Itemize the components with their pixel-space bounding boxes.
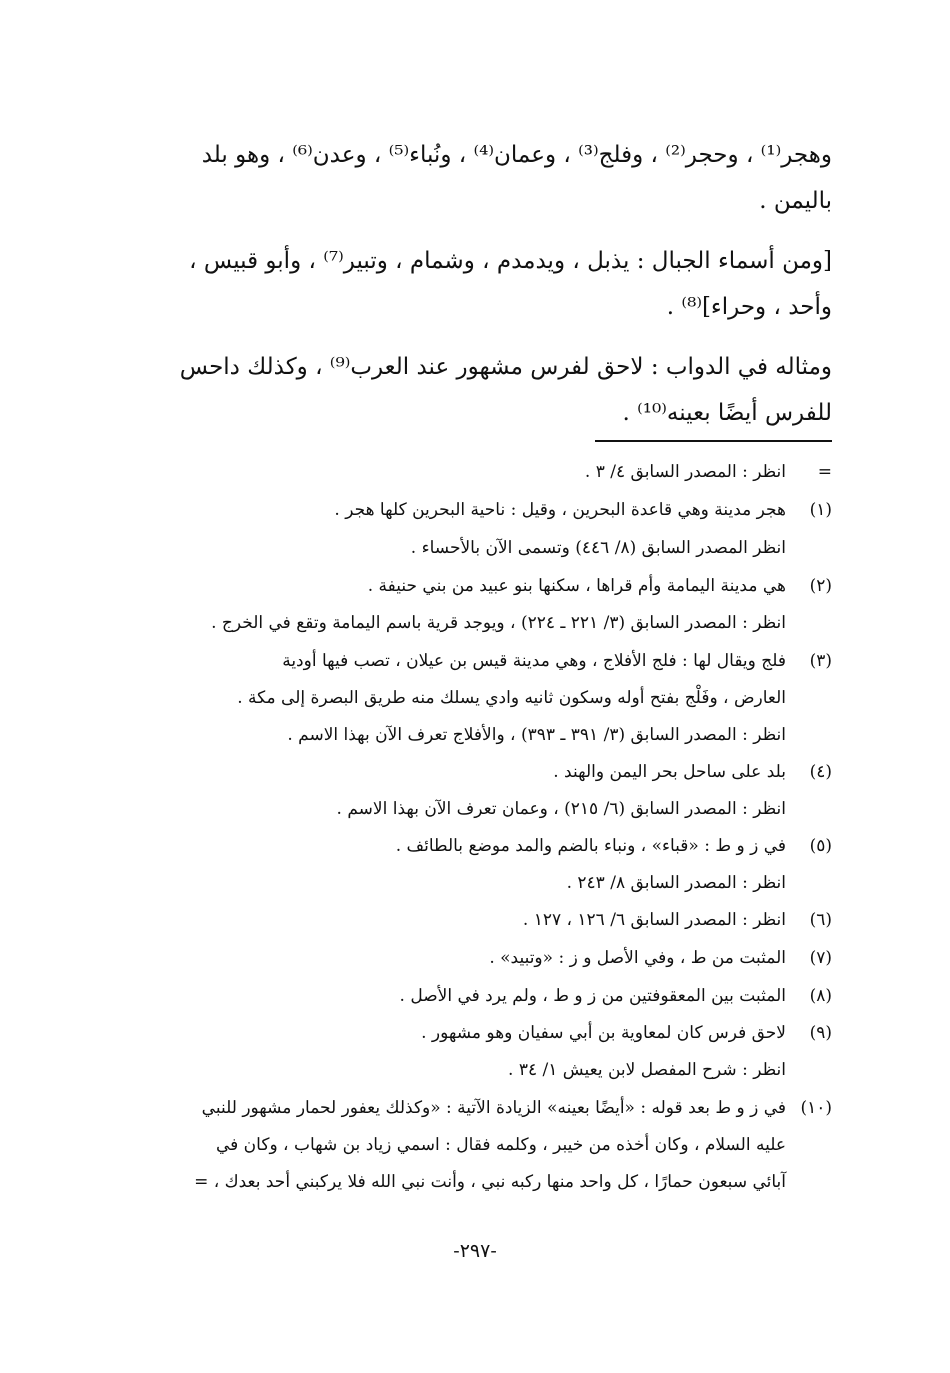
body-line-4: وأحد ، وحراء]⁽⁸⁾ . [666, 294, 832, 320]
footnote-text: فلج ويقال لها : فلج الأفلاج ، وهي مدينة قيس بن عيلان ، تصب فيها أودية [282, 651, 786, 671]
footnote-10-line-2: عليه السلام ، وكان أخذه من خيبر ، وكلمه فقال : اسمي زياد بن شهاب ، وكان في [215, 1135, 786, 1155]
footnote-10-line-3: آبائي سبعون حمارًا ، كل واحد منها ركبه نبي ، وأنت نبي الله فلا يركبني أحد بعدك ، = [194, 1172, 786, 1192]
footnote-text: المثبت بين المعقوفتين من ز و ط ، ولم يرد في الأصل . [399, 986, 786, 1006]
body-line-3: [ومن أسماء الجبال : يذبل ، ويدمدم ، وشمام ، وتبير⁽⁷⁾ ، وأبو قبيس ، [189, 248, 832, 274]
footnote-text: في ز و ط بعد قوله : «أيضًا بعينه» الزيادة الآتية : «وكذلك يعفور لحمار مشهور للنبي [201, 1098, 786, 1118]
footnote-text: لاحق فرس كان لمعاوية بن أبي سفيان وهو مشهور . [421, 1023, 786, 1043]
footnote-number: = [817, 462, 832, 482]
footnote-4-line-2: انظر : المصدر السابق (٦/ ٢١٥) ، وعمان تعرف الآن بهذا الاسم . [336, 799, 786, 819]
footnote-number: (٨) [809, 986, 832, 1006]
footnote-text: بلد على ساحل بحر اليمن والهند . [553, 762, 786, 782]
footnote-5-line-2: انظر : المصدر السابق ٨/ ٢٤٣ . [566, 873, 786, 893]
footnote-text: المثبت من ط ، وفي الأصل و ز : «وتبيد» . [489, 948, 786, 968]
footnote-9 [116, 1021, 832, 1045]
footnote-number: (١٠) [800, 1098, 832, 1118]
footnote-text: انظر : المصدر السابق ٤/ ٣ . [584, 462, 786, 482]
footnote-1 [116, 498, 832, 522]
footnote-text: هجر مدينة وهي قاعدة البحرين ، وقيل : ناحية البحرين كلها هجر . [334, 500, 786, 520]
footnote-3-line-3: انظر : المصدر السابق (٣/ ٣٩١ ـ ٣٩٣) ، والأفلاج تعرف الآن بهذا الاسم . [287, 725, 786, 745]
footnote-4 [116, 760, 832, 784]
footnote-number: (٩) [809, 1023, 832, 1043]
footnote-6 [116, 908, 832, 932]
footnote-separator [595, 440, 832, 442]
body-line-5: ومثاله في الدواب : لاحق لفرس مشهور عند العرب⁽⁹⁾ ، وكذلك داحس [179, 354, 832, 380]
footnote-3-line-2: العارض ، وفَلْج بفتح أوله وسكون ثانيه وادي يسلك منه طريق البصرة إلى مكة . [237, 688, 786, 708]
footnote-text: في ز و ط : «قباء» ، ونباء بالضم والمد موضع بالطائف . [395, 836, 786, 856]
page-number: -٢٩٧- [453, 1240, 497, 1262]
footnote-text: انظر : المصدر السابق ٦/ ١٢٦ ، ١٢٧ . [522, 910, 786, 930]
footnote-number: (٤) [809, 762, 832, 782]
footnote-7 [116, 946, 832, 970]
footnote-10 [116, 1096, 832, 1120]
footnote-text: هي مدينة اليمامة وأم قراها ، سكنها بنو عبيد من بني حنيفة . [367, 576, 786, 596]
footnote-number: (٣) [809, 651, 832, 671]
body-line-2: باليمن . [759, 188, 832, 214]
footnote-number: (٦) [809, 910, 832, 930]
footnote-number: (٢) [809, 576, 832, 596]
footnote-number: (٧) [809, 948, 832, 968]
footnote-number: (٥) [809, 836, 832, 856]
footnote-2 [116, 574, 832, 598]
footnote-continuation [116, 460, 832, 484]
footnote-2-line-2: انظر : المصدر السابق (٣/ ٢٢١ ـ ٢٢٤) ، ويوجد قرية باسم اليمامة وتقع في الخرج . [211, 613, 786, 633]
body-line-6: للفرس أيضًا بعينه⁽¹⁰⁾ . [622, 400, 832, 426]
footnote-1-line-2: انظر المصدر السابق (٨/ ٤٤٦) وتسمى الآن بالأحساء . [410, 538, 786, 558]
footnote-3 [116, 649, 832, 673]
footnote-9-line-2: انظر : شرح المفصل لابن يعيش ١/ ٣٤ . [508, 1060, 786, 1080]
footnote-number: (١) [809, 500, 832, 520]
footnote-5 [116, 834, 832, 858]
body-line-1: وهجر⁽¹⁾ ، وحجر⁽²⁾ ، وفلج⁽³⁾ ، وعمان⁽⁴⁾ ، ونُباء⁽⁵⁾ ، وعدن⁽⁶⁾ ، وهو بلد [201, 142, 832, 168]
footnote-8 [116, 984, 832, 1008]
